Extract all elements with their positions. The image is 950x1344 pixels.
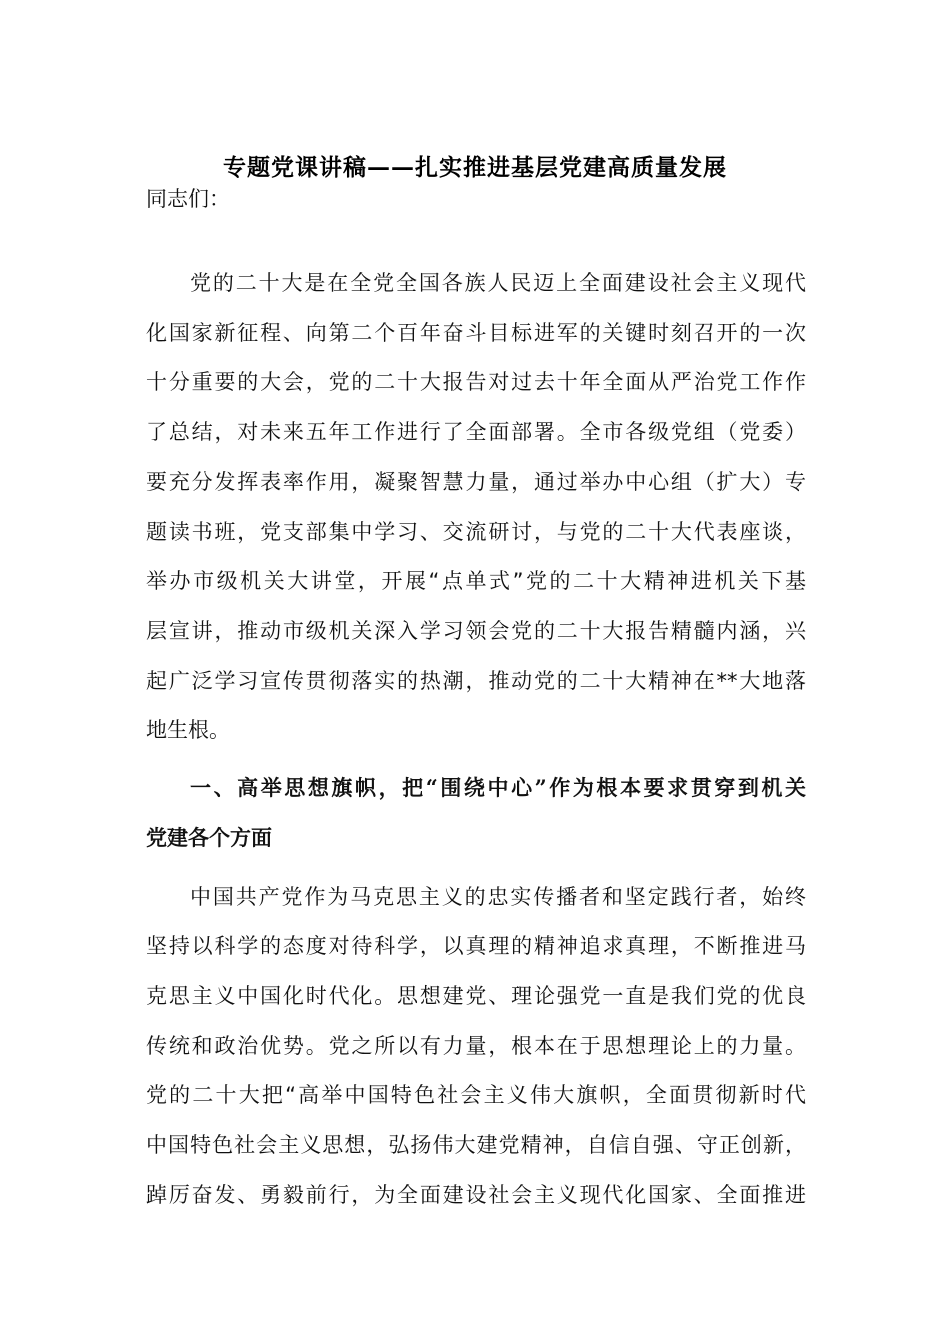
paragraph-1-line: 了总结，对未来五年工作进行了全面部署。全市各级党组（党委） <box>146 420 806 444</box>
paragraph-1-line: 层宣讲，推动市级机关深入学习领会党的二十大报告精髓内涵，兴 <box>146 619 806 643</box>
paragraph-2-line: 中国特色社会主义思想，弘扬伟大建党精神，自信自强、守正创新， <box>146 1133 806 1157</box>
salutation: 同志们： <box>146 187 230 211</box>
paragraph-2-line: 中国共产党作为马克思主义的忠实传播者和坚定践行者，始终 <box>190 885 806 909</box>
paragraph-1-line: 地生根。 <box>146 718 230 742</box>
paragraph-1-line: 题读书班，党支部集中学习、交流研讨，与党的二十大代表座谈， <box>146 520 806 544</box>
section-heading-line: 党建各个方面 <box>146 825 272 850</box>
paragraph-1-line: 起广泛学习宣传贯彻落实的热潮，推动党的二十大精神在**大地落 <box>146 669 806 693</box>
paragraph-2-line: 党的二十大把“高举中国特色社会主义伟大旗帜，全面贯彻新时代 <box>146 1083 806 1107</box>
paragraph-1-line: 化国家新征程、向第二个百年奋斗目标进军的关键时刻召开的一次 <box>146 321 806 345</box>
paragraph-1-line: 要充分发挥表率作用，凝聚智慧力量，通过举办中心组（扩大）专 <box>146 470 806 494</box>
paragraph-2-line: 克思主义中国化时代化。思想建党、理论强党一直是我们党的优良 <box>146 984 806 1008</box>
paragraph-1-line: 十分重要的大会，党的二十大报告对过去十年全面从严治党工作作 <box>146 370 806 394</box>
paragraph-2-line: 踔厉奋发、勇毅前行，为全面建设社会主义现代化国家、全面推进 <box>146 1183 806 1207</box>
document-title: 专题党课讲稿——扎实推进基层党建高质量发展 <box>223 154 727 181</box>
paragraph-1-line: 党的二十大是在全党全国各族人民迈上全面建设社会主义现代 <box>190 271 806 295</box>
paragraph-2-line: 传统和政治优势。党之所以有力量，根本在于思想理论上的力量。 <box>146 1034 806 1058</box>
paragraph-2-line: 坚持以科学的态度对待科学，以真理的精神追求真理，不断推进马 <box>146 934 806 958</box>
section-heading-line: 一、高举思想旗帜，把“围绕中心”作为根本要求贯穿到机关 <box>190 775 806 800</box>
paragraph-1-line: 举办市级机关大讲堂，开展“点单式”党的二十大精神进机关下基 <box>146 569 806 593</box>
